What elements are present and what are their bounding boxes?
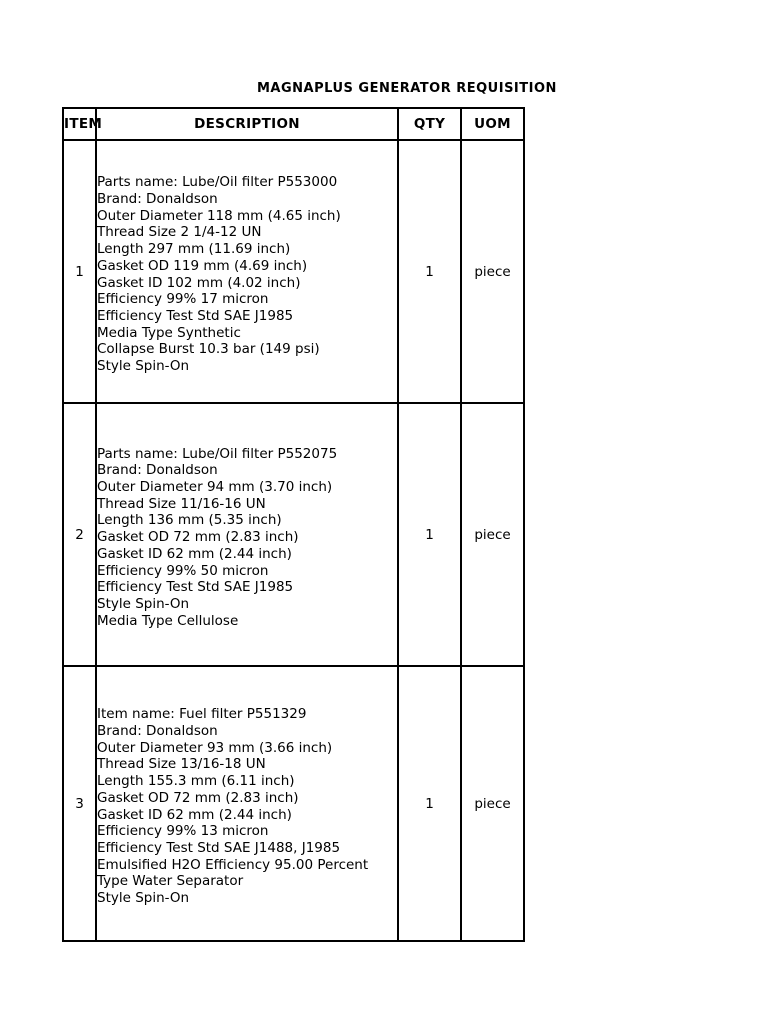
description-line: Brand: Donaldson [97,462,218,479]
item-number: 1 [63,140,96,403]
description-line: Thread Size 13/16-18 UN [97,756,266,773]
description-line: Efficiency 99% 17 micron [97,291,269,308]
description-line: Gasket OD 72 mm (2.83 inch) [97,789,299,806]
table-row [63,403,524,666]
header-uom: UOM [461,108,524,140]
item-qty: 1 [398,666,461,941]
description-line: Gasket OD 72 mm (2.83 inch) [97,529,299,546]
description-line: Efficiency Test Std SAE J1488, J1985 [97,839,341,856]
description-line: Media Type Cellulose [97,612,239,629]
description-line: Outer Diameter 94 mm (3.70 inch) [97,479,333,496]
description-line: Thread Size 2 1/4-12 UN [97,224,262,241]
description-line: Gasket ID 62 mm (2.44 inch) [97,545,292,562]
description-line: Length 136 mm (5.35 inch) [97,512,282,529]
description-line: Type Water Separator [97,873,244,890]
document-title: MAGNAPLUS GENERATOR REQUISITION [257,81,557,96]
description-line: Outer Diameter 118 mm (4.65 inch) [97,207,341,224]
description-line: Gasket ID 62 mm (2.44 inch) [97,806,292,823]
description-line: Item name: Fuel filter P551329 [97,706,307,723]
item-uom: piece [461,403,524,666]
description-line: Style Spin-On [97,595,190,612]
description-line: Efficiency 99% 13 micron [97,823,269,840]
description-line: Length 297 mm (11.69 inch) [97,241,291,258]
item-number: 2 [63,403,96,666]
table-row [63,140,524,403]
header-qty: QTY [398,108,461,140]
description-line: Style Spin-On [97,890,190,907]
item-description [96,666,398,941]
item-qty: 1 [398,403,461,666]
description-line: Gasket OD 119 mm (4.69 inch) [97,257,308,274]
description-line: Length 155.3 mm (6.11 inch) [97,773,295,790]
item-uom: piece [461,140,524,403]
description-line: Parts name: Lube/Oil filter P553000 [97,174,338,191]
table-row [63,666,524,941]
item-qty: 1 [398,140,461,403]
description-line: Brand: Donaldson [97,190,218,207]
description-line: Emulsified H2O Efficiency 95.00 Percent [97,856,369,873]
description-line: Parts name: Lube/Oil filter P552075 [97,445,338,462]
description-line: Style Spin-On [97,358,190,375]
description-line: Brand: Donaldson [97,722,218,739]
description-line: Gasket ID 102 mm (4.02 inch) [97,274,301,291]
item-description [96,140,398,403]
description-line: Efficiency 99% 50 micron [97,562,269,579]
description-line: Collapse Burst 10.3 bar (149 psi) [97,341,320,358]
item-number: 3 [63,666,96,941]
header-description: DESCRIPTION [96,108,398,140]
item-description [96,403,398,666]
item-uom: piece [461,666,524,941]
description-line: Outer Diameter 93 mm (3.66 inch) [97,739,333,756]
description-line: Media Type Synthetic [97,324,241,341]
description-line: Efficiency Test Std SAE J1985 [97,307,294,324]
description-line: Thread Size 11/16-16 UN [97,495,266,512]
table-header-row [63,108,524,140]
requisition-table [62,107,525,942]
description-line: Efficiency Test Std SAE J1985 [97,579,294,596]
header-item: ITEM [63,108,96,140]
